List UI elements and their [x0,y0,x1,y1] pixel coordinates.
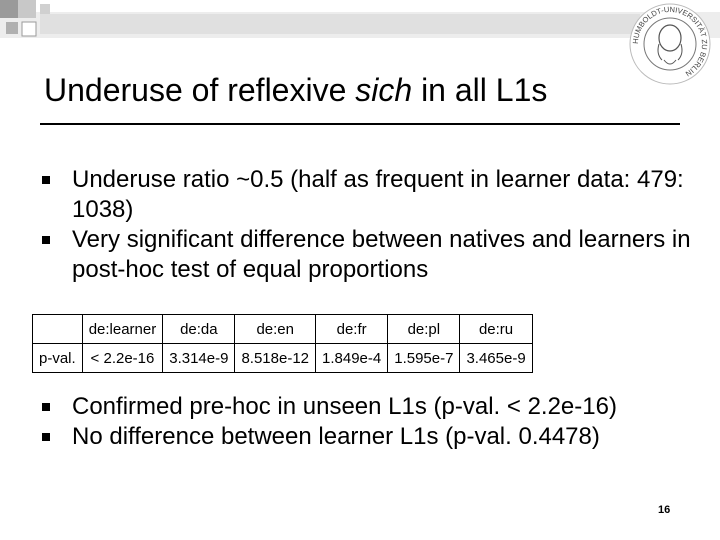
table-cell: de:ru [460,315,532,344]
table-header-row [33,315,533,344]
table-cell: de:en [235,315,316,344]
table-cell: 3.314e-9 [163,344,235,373]
bullet-item: Underuse ratio ~0.5 (half as frequent in learner data: 479: 1038) [40,165,710,225]
bullet-list-bottom [40,392,710,452]
table-cell: 1.849e-4 [316,344,388,373]
bullet-item: No difference between learner L1s (p-val. 0.4478) [40,422,710,452]
bullet-square-icon [42,403,50,411]
header-decoration [0,0,720,50]
title-underline [40,123,680,125]
bullet-square-icon [42,433,50,441]
svg-text:HUMBOLDT-UNIVERSITÄT ZU BERLIN: HUMBOLDT-UNIVERSITÄT ZU BERLIN [630,4,710,79]
page-number: 16 [658,504,671,516]
table-cell: de:pl [388,315,460,344]
table-row [33,344,533,373]
bullet-item: Confirmed pre-hoc in unseen L1s (p-val. < 2.2e-16) [40,392,710,422]
slide-title: Underuse of reflexive sich in all L1s [44,72,548,108]
table-cell: de:fr [316,315,388,344]
university-seal-logo [628,2,712,86]
table-cell: 8.518e-12 [235,344,316,373]
table-cell: p-val. [33,344,83,373]
bullet-list-top [40,165,710,285]
bullet-square-icon [42,236,50,244]
bullet-item: Very significant difference between natives and learners in post-hoc test of equal proportions [40,225,710,285]
table-cell: 1.595e-7 [388,344,460,373]
table-cell: 3.465e-9 [460,344,532,373]
table-cell: de:da [163,315,235,344]
table-cell [33,315,83,344]
table-cell: < 2.2e-16 [82,344,163,373]
table-cell: de:learner [82,315,163,344]
p-value-table [32,314,533,373]
bullet-square-icon [42,176,50,184]
